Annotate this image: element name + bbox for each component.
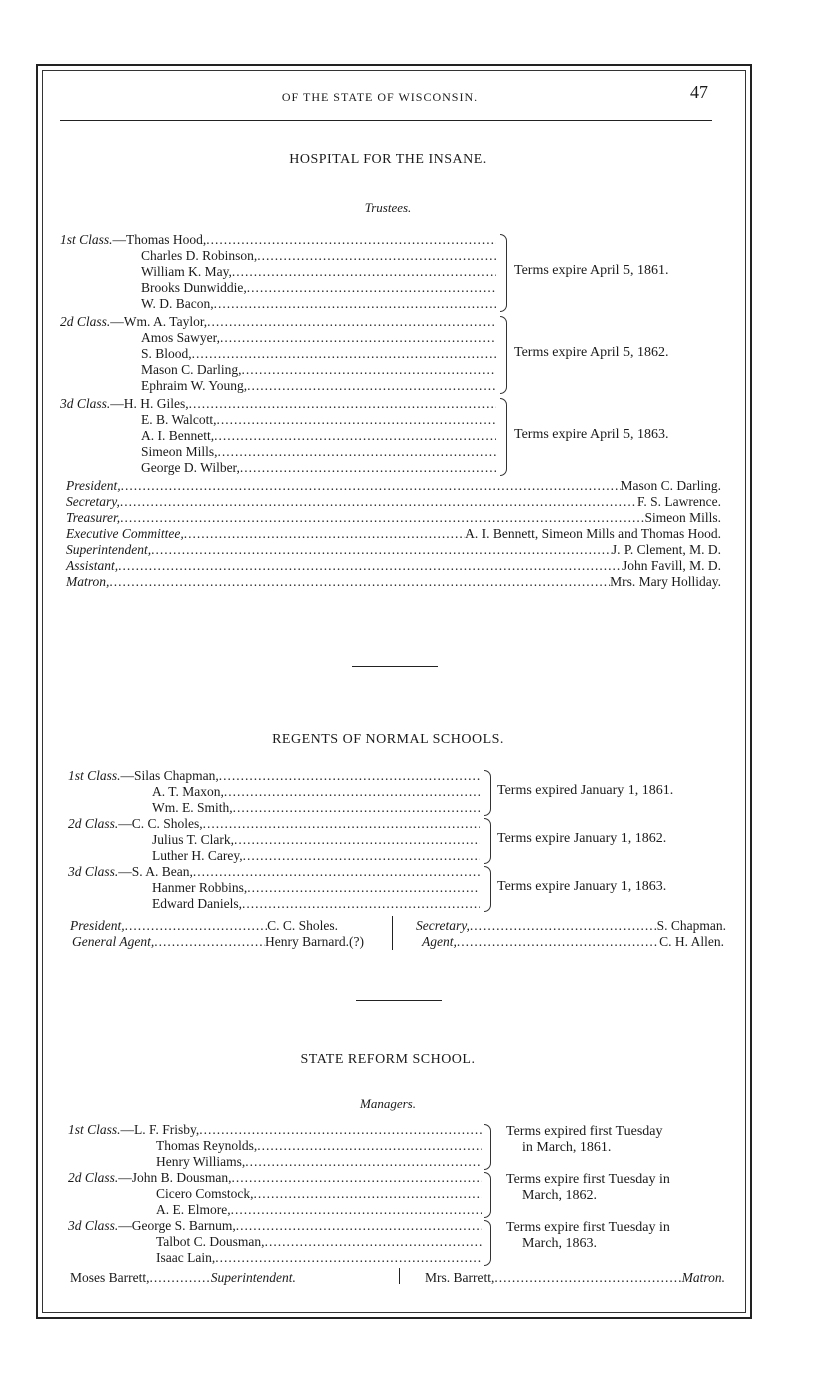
officer-title: Secretary, [66,494,120,509]
section-divider [356,1000,442,1001]
member-name: A. I. Bennett, [141,428,215,443]
member-name: Henry Williams, [156,1154,246,1169]
hospital-subtitle: Trustees. [364,200,412,215]
term-note-cont: March, 1862. [522,1188,598,1203]
member-name: Silas Chapman, [134,768,219,783]
group-brace [500,398,507,476]
member-row [68,1202,482,1218]
superintendent-name: Moses Barrett, [70,1270,150,1285]
member-row [60,444,496,460]
member-row [68,1154,482,1170]
member-name: C. C. Sholes, [131,816,203,831]
term-note: Terms expire April 5, 1861. [514,263,669,278]
section-divider [352,666,438,667]
member-name: Charles D. Robinson, [141,248,258,263]
officer-name: F. S. Lawrence. [636,494,721,509]
member-name: S. A. Bean, [131,864,193,879]
member-name: E. B. Walcott, [141,412,217,427]
officer-title: General Agent, [72,934,155,949]
member-row: 3d Class. — S. A. Bean, ..... [68,864,480,880]
class-label: 1st Class. [68,768,121,783]
member-row [68,880,480,896]
member-name: Julius T. Clark, [152,832,235,847]
officer-title: President, [66,478,121,493]
group-brace [484,1220,491,1266]
column-divider [392,916,393,950]
member-name: John B. Dousman, [131,1170,232,1185]
officer-title: Agent, [422,934,457,949]
member-name: Edward Daniels, [152,896,242,911]
officer-name: John Favill, M. D. [621,558,721,573]
member-row [60,264,496,280]
class-label: 3d Class. [68,1218,119,1233]
group-brace [500,316,507,394]
member-row [60,296,496,312]
officer-title: Secretary, [416,918,470,933]
member-name: L. F. Frisby, [134,1122,200,1137]
officer-row [66,558,721,573]
member-row [68,784,480,800]
member-row [60,346,496,362]
class-label: 2d Class. [68,816,119,831]
class-label: 3d Class. [68,864,119,879]
group-brace [484,818,491,864]
term-note: Terms expire April 5, 1862. [514,345,669,360]
member-name: Cicero Comstock, [156,1186,254,1201]
header-rule [60,120,712,121]
officer-name: C. H. Allen. [659,934,724,949]
member-name: Thomas Hood, [126,232,207,247]
officer-row [72,934,364,949]
officer-title: Executive Committee, [66,526,184,541]
officer-name: J. P. Clement, M. D. [611,542,721,557]
superintendent-title: Superintendent. [210,1270,296,1285]
officer-name: S. Chapman. [656,918,726,933]
officer-title: President, [70,918,125,933]
member-name: Mason C. Darling, [141,362,242,377]
member-name: S. Blood, [141,346,192,361]
member-row [60,248,496,264]
officer-row [66,494,721,509]
term-note: Terms expire January 1, 1862. [497,831,667,846]
officer-row [416,918,726,933]
group-brace [484,770,491,816]
member-row [60,428,496,444]
member-name: Talbot C. Dousman, [156,1234,265,1249]
class-label: 2d Class. [60,314,111,329]
officer-name: Henry Barnard.(?) [265,934,364,949]
member-row [60,460,496,476]
member-row: 2d Class. — Wm. A. Taylor, ..... [60,314,496,330]
member-row [60,280,496,296]
term-note: Terms expire April 5, 1863. [514,427,669,442]
officer-row [66,526,721,541]
officer-row [70,918,338,933]
member-row: 2d Class. — John B. Dousman, ..... [68,1170,482,1186]
officer-row [66,510,721,525]
member-row: 1st Class. — Thomas Hood, ..... [60,232,496,248]
group-brace [484,1172,491,1218]
officer-row [66,542,721,557]
term-note: Terms expire January 1, 1863. [497,879,667,894]
member-row [68,1250,482,1266]
member-name: Isaac Lain, [156,1250,216,1265]
group-brace [500,234,507,312]
member-name: Amos Sawyer, [141,330,220,345]
member-row [68,1234,482,1250]
member-row [68,896,480,912]
member-name: Wm. E. Smith, [152,800,233,815]
class-label: 2d Class. [68,1170,119,1185]
member-row: 1st Class. — L. F. Frisby, ..... [68,1122,482,1138]
member-name: A. E. Elmore, [156,1202,231,1217]
officer-row [422,934,724,949]
member-row [68,848,480,864]
member-name: Brooks Dunwiddie, [141,280,247,295]
class-label: 1st Class. [60,232,113,247]
officer-title: Treasurer, [66,510,121,525]
officer-row [66,478,721,493]
member-name: Ephraim W. Young, [141,378,248,393]
member-row [68,1138,482,1154]
officer-row [66,574,721,589]
reform-superintendent: Moses Barrett,..............Superintendent. [70,1270,296,1285]
officer-name: Simeon Mills. [644,510,721,525]
member-name: Wm. A. Taylor, [123,314,208,329]
page-number: 47 [690,82,708,102]
member-name: William K. May, [141,264,232,279]
member-row [60,412,496,428]
member-row [68,1186,482,1202]
term-note-cont: in March, 1861. [522,1140,612,1155]
member-row: 3d Class. — George S. Barnum, ..... [68,1218,482,1234]
officer-name: Mason C. Darling. [620,478,721,493]
hospital-title: HOSPITAL FOR THE INSANE. [289,152,487,167]
member-name: Luther H. Carey, [152,848,243,863]
reform-title: STATE REFORM SCHOOL. [300,1052,476,1067]
member-row [60,362,496,378]
officer-name: Mrs. Mary Holliday. [610,574,721,589]
term-note: Terms expire first Tuesday in [506,1172,670,1187]
member-name: W. D. Bacon, [141,296,214,311]
member-row [68,800,480,816]
term-note: Terms expired January 1, 1861. [497,783,674,798]
regents-title: REGENTS OF NORMAL SCHOOLS. [272,732,504,747]
member-name: A. T. Maxon, [152,784,224,799]
column-divider [399,1268,400,1284]
group-brace [484,1124,491,1170]
term-note-cont: March, 1863. [522,1236,598,1251]
member-name: H. H. Giles, [123,396,189,411]
member-name: George S. Barnum, [131,1218,236,1233]
member-name: Simeon Mills, [141,444,218,459]
term-note: Terms expire first Tuesday in [506,1220,670,1235]
running-title: OF THE STATE OF WISCONSIN. [281,90,479,104]
reform-subtitle: Managers. [360,1096,416,1111]
officer-name: C. C. Sholes. [267,918,338,933]
reform-matron [425,1270,725,1286]
member-row [60,378,496,394]
member-row [68,832,480,848]
officer-title: Matron, [66,574,110,589]
officer-title: Assistant, [66,558,119,573]
term-note: Terms expired first Tuesday [506,1124,663,1139]
member-name: Hanmer Robbins, [152,880,248,895]
officer-name: A. I. Bennett, Simeon Mills and Thomas Hood. [465,526,721,541]
officer-title: Superintendent, [66,542,152,557]
member-row: 3d Class. — H. H. Giles, ..... [60,396,496,412]
member-name: Thomas Reynolds, [156,1138,258,1153]
member-row: 1st Class. — Silas Chapman, ..... [68,768,480,784]
matron-title: Matron. [681,1270,725,1285]
matron-name: Mrs. Barrett, [425,1270,495,1285]
class-label: 1st Class. [68,1122,121,1137]
member-name: George D. Wilber, [141,460,240,475]
class-label: 3d Class. [60,396,111,411]
member-row [60,330,496,346]
group-brace [484,866,491,912]
member-row: 2d Class. — C. C. Sholes, ..... [68,816,480,832]
